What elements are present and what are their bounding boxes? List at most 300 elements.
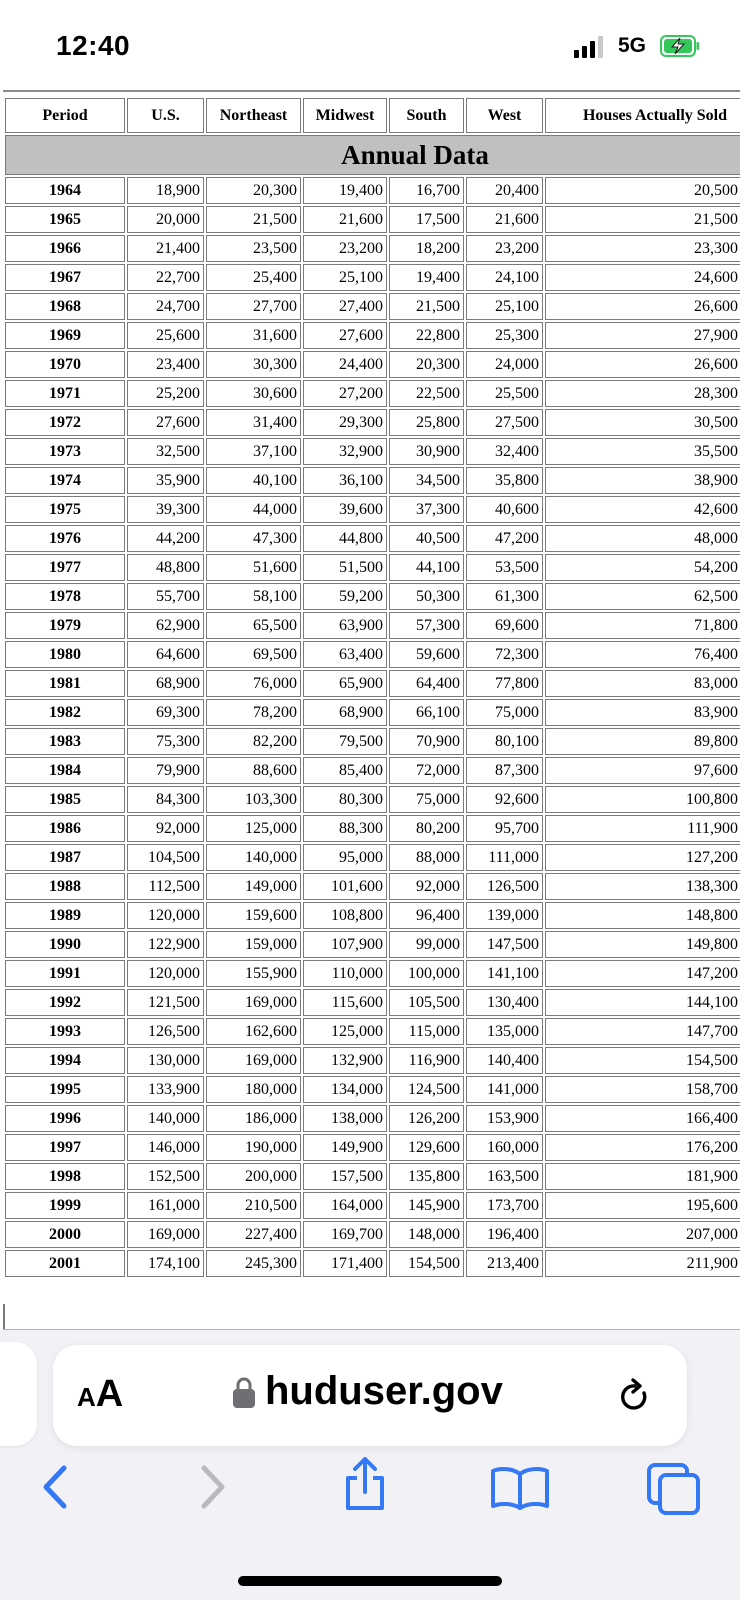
cell-northeast: 78,200 bbox=[206, 699, 301, 726]
back-icon[interactable] bbox=[38, 1464, 72, 1510]
cell-west: 196,400 bbox=[466, 1221, 543, 1248]
cell-south: 16,700 bbox=[389, 177, 464, 204]
cell-period: 2001 bbox=[5, 1250, 125, 1277]
cell-west: 77,800 bbox=[466, 670, 543, 697]
cell-us: 24,700 bbox=[127, 293, 204, 320]
table-row bbox=[5, 525, 740, 552]
cell-west: 139,000 bbox=[466, 902, 543, 929]
cell-period: 1999 bbox=[5, 1192, 125, 1219]
cell-houses-sold: 148,800 bbox=[545, 902, 740, 929]
cell-south: 96,400 bbox=[389, 902, 464, 929]
cell-period: 1984 bbox=[5, 757, 125, 784]
cell-northeast: 190,000 bbox=[206, 1134, 301, 1161]
cell-us: 152,500 bbox=[127, 1163, 204, 1190]
forward-icon[interactable] bbox=[196, 1464, 230, 1510]
url-text[interactable]: huduser.gov bbox=[265, 1369, 503, 1413]
cell-south: 66,100 bbox=[389, 699, 464, 726]
table-row bbox=[5, 1134, 740, 1161]
cell-south: 17,500 bbox=[389, 206, 464, 233]
cell-houses-sold: 138,300 bbox=[545, 873, 740, 900]
status-time: 12:40 bbox=[56, 30, 131, 61]
cell-west: 69,600 bbox=[466, 612, 543, 639]
cell-northeast: 40,100 bbox=[206, 467, 301, 494]
table-row bbox=[5, 844, 740, 871]
cell-us: 84,300 bbox=[127, 786, 204, 813]
cell-west: 35,800 bbox=[466, 467, 543, 494]
cell-midwest: 65,900 bbox=[303, 670, 387, 697]
cell-us: 79,900 bbox=[127, 757, 204, 784]
table-row bbox=[5, 467, 740, 494]
cell-northeast: 21,500 bbox=[206, 206, 301, 233]
column-header-west: West bbox=[466, 98, 543, 133]
cell-houses-sold: 35,500 bbox=[545, 438, 740, 465]
cell-period: 1968 bbox=[5, 293, 125, 320]
cell-period: 1992 bbox=[5, 989, 125, 1016]
column-header-northeast: Northeast bbox=[206, 98, 301, 133]
cell-midwest: 134,000 bbox=[303, 1076, 387, 1103]
cell-period: 1994 bbox=[5, 1047, 125, 1074]
cell-south: 70,900 bbox=[389, 728, 464, 755]
cell-us: 55,700 bbox=[127, 583, 204, 610]
cell-northeast: 245,300 bbox=[206, 1250, 301, 1277]
cell-south: 22,800 bbox=[389, 322, 464, 349]
cell-south: 100,000 bbox=[389, 960, 464, 987]
cell-houses-sold: 207,000 bbox=[545, 1221, 740, 1248]
cell-period: 1988 bbox=[5, 873, 125, 900]
table-row bbox=[5, 699, 740, 726]
cell-west: 25,100 bbox=[466, 293, 543, 320]
cell-west: 141,000 bbox=[466, 1076, 543, 1103]
cell-west: 160,000 bbox=[466, 1134, 543, 1161]
cell-us: 161,000 bbox=[127, 1192, 204, 1219]
cell-us: 130,000 bbox=[127, 1047, 204, 1074]
table-row bbox=[5, 902, 740, 929]
cell-northeast: 210,500 bbox=[206, 1192, 301, 1219]
cell-houses-sold: 211,900 bbox=[545, 1250, 740, 1277]
cell-period: 1989 bbox=[5, 902, 125, 929]
cell-northeast: 31,400 bbox=[206, 409, 301, 436]
cell-midwest: 88,300 bbox=[303, 815, 387, 842]
cell-period: 1978 bbox=[5, 583, 125, 610]
cell-south: 19,400 bbox=[389, 264, 464, 291]
cell-west: 25,500 bbox=[466, 380, 543, 407]
cell-south: 116,900 bbox=[389, 1047, 464, 1074]
cell-midwest: 32,900 bbox=[303, 438, 387, 465]
cell-south: 64,400 bbox=[389, 670, 464, 697]
cell-midwest: 24,400 bbox=[303, 351, 387, 378]
status-bar bbox=[0, 0, 740, 88]
cell-west: 147,500 bbox=[466, 931, 543, 958]
cell-south: 80,200 bbox=[389, 815, 464, 842]
table-body bbox=[5, 177, 740, 1277]
table-row bbox=[5, 380, 740, 407]
cell-houses-sold: 23,300 bbox=[545, 235, 740, 262]
cell-us: 48,800 bbox=[127, 554, 204, 581]
column-header-south: South bbox=[389, 98, 464, 133]
cell-northeast: 51,600 bbox=[206, 554, 301, 581]
table-header-row bbox=[5, 98, 740, 133]
cell-midwest: 27,600 bbox=[303, 322, 387, 349]
cell-midwest: 115,600 bbox=[303, 989, 387, 1016]
cell-period: 1966 bbox=[5, 235, 125, 262]
cell-midwest: 39,600 bbox=[303, 496, 387, 523]
cell-period: 1969 bbox=[5, 322, 125, 349]
cell-us: 27,600 bbox=[127, 409, 204, 436]
cell-midwest: 19,400 bbox=[303, 177, 387, 204]
cell-houses-sold: 71,800 bbox=[545, 612, 740, 639]
cell-period: 1985 bbox=[5, 786, 125, 813]
cell-midwest: 95,000 bbox=[303, 844, 387, 871]
cell-houses-sold: 144,100 bbox=[545, 989, 740, 1016]
cell-midwest: 23,200 bbox=[303, 235, 387, 262]
cell-period: 1981 bbox=[5, 670, 125, 697]
cell-south: 88,000 bbox=[389, 844, 464, 871]
cell-northeast: 186,000 bbox=[206, 1105, 301, 1132]
cell-south: 99,000 bbox=[389, 931, 464, 958]
cell-period: 1995 bbox=[5, 1076, 125, 1103]
cell-midwest: 21,600 bbox=[303, 206, 387, 233]
cell-west: 20,400 bbox=[466, 177, 543, 204]
cell-midwest: 29,300 bbox=[303, 409, 387, 436]
cell-midwest: 51,500 bbox=[303, 554, 387, 581]
table-row bbox=[5, 1221, 740, 1248]
cell-us: 22,700 bbox=[127, 264, 204, 291]
cell-west: 213,400 bbox=[466, 1250, 543, 1277]
lock-icon bbox=[232, 1375, 256, 1409]
cell-midwest: 101,600 bbox=[303, 873, 387, 900]
cell-northeast: 20,300 bbox=[206, 177, 301, 204]
cell-us: 140,000 bbox=[127, 1105, 204, 1132]
cell-midwest: 132,900 bbox=[303, 1047, 387, 1074]
cell-us: 62,900 bbox=[127, 612, 204, 639]
previous-tab-peek[interactable] bbox=[0, 1342, 37, 1446]
cell-period: 1998 bbox=[5, 1163, 125, 1190]
cell-period: 1980 bbox=[5, 641, 125, 668]
cell-us: 23,400 bbox=[127, 351, 204, 378]
cell-period: 1967 bbox=[5, 264, 125, 291]
cell-midwest: 149,900 bbox=[303, 1134, 387, 1161]
cell-period: 1971 bbox=[5, 380, 125, 407]
cell-us: 121,500 bbox=[127, 989, 204, 1016]
column-header-midwest: Midwest bbox=[303, 98, 387, 133]
cell-midwest: 171,400 bbox=[303, 1250, 387, 1277]
cell-northeast: 140,000 bbox=[206, 844, 301, 871]
cell-midwest: 27,200 bbox=[303, 380, 387, 407]
cell-northeast: 69,500 bbox=[206, 641, 301, 668]
cell-houses-sold: 181,900 bbox=[545, 1163, 740, 1190]
table-row bbox=[5, 293, 740, 320]
cell-west: 21,600 bbox=[466, 206, 543, 233]
cell-houses-sold: 154,500 bbox=[545, 1047, 740, 1074]
cell-period: 1976 bbox=[5, 525, 125, 552]
cell-northeast: 25,400 bbox=[206, 264, 301, 291]
cell-houses-sold: 195,600 bbox=[545, 1192, 740, 1219]
cell-midwest: 36,100 bbox=[303, 467, 387, 494]
table-row bbox=[5, 873, 740, 900]
text-size-big-label: A bbox=[95, 1373, 124, 1415]
cell-west: 140,400 bbox=[466, 1047, 543, 1074]
cell-houses-sold: 20,500 bbox=[545, 177, 740, 204]
cell-west: 173,700 bbox=[466, 1192, 543, 1219]
cell-midwest: 79,500 bbox=[303, 728, 387, 755]
table-row bbox=[5, 1250, 740, 1277]
cell-period: 1965 bbox=[5, 206, 125, 233]
table-top-border bbox=[3, 90, 740, 92]
table-row bbox=[5, 989, 740, 1016]
table-row bbox=[5, 1163, 740, 1190]
table-row bbox=[5, 351, 740, 378]
cell-west: 47,200 bbox=[466, 525, 543, 552]
cell-houses-sold: 176,200 bbox=[545, 1134, 740, 1161]
cell-south: 129,600 bbox=[389, 1134, 464, 1161]
cell-us: 174,100 bbox=[127, 1250, 204, 1277]
cell-midwest: 110,000 bbox=[303, 960, 387, 987]
column-header-houses-sold: Houses Actually Sold bbox=[545, 98, 740, 133]
cell-west: 75,000 bbox=[466, 699, 543, 726]
text-size-button[interactable] bbox=[77, 1373, 123, 1416]
cell-us: 120,000 bbox=[127, 902, 204, 929]
cell-midwest: 85,400 bbox=[303, 757, 387, 784]
network-label: 5G bbox=[618, 34, 647, 57]
cell-west: 24,000 bbox=[466, 351, 543, 378]
cell-south: 75,000 bbox=[389, 786, 464, 813]
cell-houses-sold: 30,500 bbox=[545, 409, 740, 436]
cell-period: 1970 bbox=[5, 351, 125, 378]
cell-northeast: 169,000 bbox=[206, 989, 301, 1016]
cell-houses-sold: 147,200 bbox=[545, 960, 740, 987]
column-header-period: Period bbox=[5, 98, 125, 133]
cell-period: 1982 bbox=[5, 699, 125, 726]
cell-south: 37,300 bbox=[389, 496, 464, 523]
table-row bbox=[5, 235, 740, 262]
cell-houses-sold: 149,800 bbox=[545, 931, 740, 958]
cell-west: 27,500 bbox=[466, 409, 543, 436]
cell-houses-sold: 100,800 bbox=[545, 786, 740, 813]
cell-south: 72,000 bbox=[389, 757, 464, 784]
cell-houses-sold: 48,000 bbox=[545, 525, 740, 552]
table-row bbox=[5, 612, 740, 639]
address-bar[interactable] bbox=[53, 1345, 687, 1446]
table-row bbox=[5, 1076, 740, 1103]
cell-us: 35,900 bbox=[127, 467, 204, 494]
cell-midwest: 80,300 bbox=[303, 786, 387, 813]
cell-midwest: 169,700 bbox=[303, 1221, 387, 1248]
table-row bbox=[5, 757, 740, 784]
cell-midwest: 68,900 bbox=[303, 699, 387, 726]
cell-west: 24,100 bbox=[466, 264, 543, 291]
cell-northeast: 30,300 bbox=[206, 351, 301, 378]
cell-midwest: 157,500 bbox=[303, 1163, 387, 1190]
cell-northeast: 27,700 bbox=[206, 293, 301, 320]
cell-northeast: 30,600 bbox=[206, 380, 301, 407]
cell-northeast: 31,600 bbox=[206, 322, 301, 349]
cell-houses-sold: 147,700 bbox=[545, 1018, 740, 1045]
bookmarks-icon[interactable] bbox=[490, 1466, 550, 1510]
cell-period: 1991 bbox=[5, 960, 125, 987]
cell-west: 141,100 bbox=[466, 960, 543, 987]
cell-northeast: 44,000 bbox=[206, 496, 301, 523]
table-row bbox=[5, 786, 740, 813]
cell-us: 126,500 bbox=[127, 1018, 204, 1045]
table-row bbox=[5, 177, 740, 204]
home-indicator bbox=[238, 1576, 502, 1586]
cell-south: 148,000 bbox=[389, 1221, 464, 1248]
table-row bbox=[5, 931, 740, 958]
cell-period: 1990 bbox=[5, 931, 125, 958]
cell-midwest: 125,000 bbox=[303, 1018, 387, 1045]
cell-us: 69,300 bbox=[127, 699, 204, 726]
cell-midwest: 59,200 bbox=[303, 583, 387, 610]
cell-period: 1996 bbox=[5, 1105, 125, 1132]
cell-northeast: 65,500 bbox=[206, 612, 301, 639]
cell-northeast: 180,000 bbox=[206, 1076, 301, 1103]
cell-period: 1977 bbox=[5, 554, 125, 581]
cell-us: 18,900 bbox=[127, 177, 204, 204]
cell-northeast: 125,000 bbox=[206, 815, 301, 842]
cell-south: 145,900 bbox=[389, 1192, 464, 1219]
table-row bbox=[5, 1018, 740, 1045]
cell-us: 32,500 bbox=[127, 438, 204, 465]
cell-us: 112,500 bbox=[127, 873, 204, 900]
table-row bbox=[5, 583, 740, 610]
cell-northeast: 159,600 bbox=[206, 902, 301, 929]
cell-northeast: 155,900 bbox=[206, 960, 301, 987]
cell-houses-sold: 26,600 bbox=[545, 293, 740, 320]
cell-south: 25,800 bbox=[389, 409, 464, 436]
cell-houses-sold: 158,700 bbox=[545, 1076, 740, 1103]
cell-northeast: 162,600 bbox=[206, 1018, 301, 1045]
cell-period: 1986 bbox=[5, 815, 125, 842]
signal-icon bbox=[574, 36, 604, 58]
cell-south: 50,300 bbox=[389, 583, 464, 610]
cell-south: 92,000 bbox=[389, 873, 464, 900]
cell-south: 30,900 bbox=[389, 438, 464, 465]
cell-west: 111,000 bbox=[466, 844, 543, 871]
cell-south: 18,200 bbox=[389, 235, 464, 262]
cell-period: 1973 bbox=[5, 438, 125, 465]
cell-south: 124,500 bbox=[389, 1076, 464, 1103]
cell-us: 25,600 bbox=[127, 322, 204, 349]
section-row bbox=[5, 135, 740, 175]
cell-northeast: 88,600 bbox=[206, 757, 301, 784]
table-row bbox=[5, 815, 740, 842]
cell-us: 75,300 bbox=[127, 728, 204, 755]
text-size-small-label: A bbox=[77, 1382, 96, 1412]
cell-houses-sold: 166,400 bbox=[545, 1105, 740, 1132]
cell-west: 87,300 bbox=[466, 757, 543, 784]
cell-us: 39,300 bbox=[127, 496, 204, 523]
cell-us: 64,600 bbox=[127, 641, 204, 668]
cell-northeast: 58,100 bbox=[206, 583, 301, 610]
table-row bbox=[5, 554, 740, 581]
cell-period: 2000 bbox=[5, 1221, 125, 1248]
table-row bbox=[5, 1047, 740, 1074]
cell-us: 169,000 bbox=[127, 1221, 204, 1248]
cell-period: 1975 bbox=[5, 496, 125, 523]
cell-midwest: 27,400 bbox=[303, 293, 387, 320]
cell-period: 1983 bbox=[5, 728, 125, 755]
cell-west: 25,300 bbox=[466, 322, 543, 349]
table-row bbox=[5, 670, 740, 697]
cell-us: 92,000 bbox=[127, 815, 204, 842]
table-container bbox=[3, 96, 740, 1279]
cell-houses-sold: 26,600 bbox=[545, 351, 740, 378]
cell-us: 133,900 bbox=[127, 1076, 204, 1103]
cell-west: 53,500 bbox=[466, 554, 543, 581]
battery-charging-icon bbox=[660, 35, 700, 57]
cell-northeast: 37,100 bbox=[206, 438, 301, 465]
cell-south: 57,300 bbox=[389, 612, 464, 639]
cell-west: 61,300 bbox=[466, 583, 543, 610]
table-row bbox=[5, 409, 740, 436]
share-icon[interactable] bbox=[340, 1456, 390, 1512]
cell-us: 104,500 bbox=[127, 844, 204, 871]
cell-west: 80,100 bbox=[466, 728, 543, 755]
table-row bbox=[5, 1192, 740, 1219]
cell-midwest: 63,900 bbox=[303, 612, 387, 639]
tabs-icon[interactable] bbox=[646, 1462, 702, 1516]
table-row bbox=[5, 641, 740, 668]
table-row bbox=[5, 438, 740, 465]
table-row bbox=[5, 496, 740, 523]
cell-houses-sold: 54,200 bbox=[545, 554, 740, 581]
cell-midwest: 25,100 bbox=[303, 264, 387, 291]
cell-west: 40,600 bbox=[466, 496, 543, 523]
table-row bbox=[5, 322, 740, 349]
cell-west: 92,600 bbox=[466, 786, 543, 813]
cell-period: 1987 bbox=[5, 844, 125, 871]
cell-south: 40,500 bbox=[389, 525, 464, 552]
cell-us: 146,000 bbox=[127, 1134, 204, 1161]
cell-houses-sold: 83,000 bbox=[545, 670, 740, 697]
cell-west: 72,300 bbox=[466, 641, 543, 668]
price-table bbox=[3, 96, 740, 1279]
cell-northeast: 200,000 bbox=[206, 1163, 301, 1190]
cell-period: 1972 bbox=[5, 409, 125, 436]
cell-houses-sold: 42,600 bbox=[545, 496, 740, 523]
cell-houses-sold: 62,500 bbox=[545, 583, 740, 610]
cell-houses-sold: 24,600 bbox=[545, 264, 740, 291]
cell-houses-sold: 28,300 bbox=[545, 380, 740, 407]
cell-houses-sold: 38,900 bbox=[545, 467, 740, 494]
cell-west: 32,400 bbox=[466, 438, 543, 465]
cell-houses-sold: 97,600 bbox=[545, 757, 740, 784]
cell-period: 1993 bbox=[5, 1018, 125, 1045]
table-row bbox=[5, 1105, 740, 1132]
cell-northeast: 227,400 bbox=[206, 1221, 301, 1248]
cell-houses-sold: 83,900 bbox=[545, 699, 740, 726]
reload-icon[interactable] bbox=[616, 1377, 654, 1417]
cell-northeast: 149,000 bbox=[206, 873, 301, 900]
cell-us: 44,200 bbox=[127, 525, 204, 552]
cell-northeast: 159,000 bbox=[206, 931, 301, 958]
cell-northeast: 76,000 bbox=[206, 670, 301, 697]
cell-northeast: 82,200 bbox=[206, 728, 301, 755]
cell-houses-sold: 21,500 bbox=[545, 206, 740, 233]
cell-period: 1979 bbox=[5, 612, 125, 639]
cell-midwest: 107,900 bbox=[303, 931, 387, 958]
cell-us: 25,200 bbox=[127, 380, 204, 407]
cell-south: 21,500 bbox=[389, 293, 464, 320]
cell-period: 1964 bbox=[5, 177, 125, 204]
cell-south: 20,300 bbox=[389, 351, 464, 378]
table-row bbox=[5, 728, 740, 755]
table-row bbox=[5, 264, 740, 291]
cell-midwest: 44,800 bbox=[303, 525, 387, 552]
cell-houses-sold: 89,800 bbox=[545, 728, 740, 755]
cell-south: 154,500 bbox=[389, 1250, 464, 1277]
cell-us: 122,900 bbox=[127, 931, 204, 958]
